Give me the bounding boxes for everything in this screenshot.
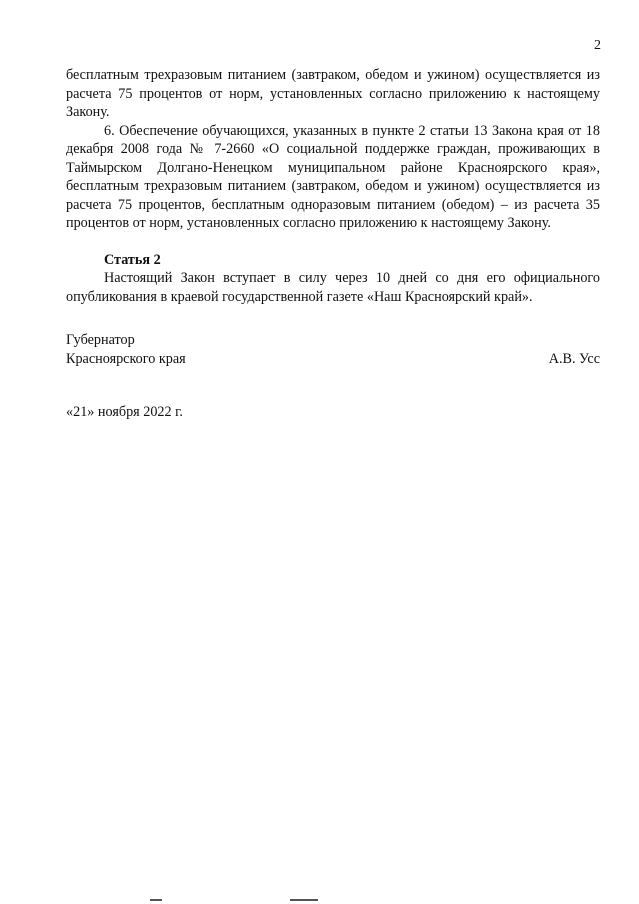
- document-body: [66, 66, 600, 306]
- signatory-position-line1: Губернатор: [66, 332, 135, 348]
- article-2-title: Статья 2: [104, 251, 161, 268]
- paragraph-continuation: бесплатным трехразовым питанием (завтраком, обедом и ужином) осуществляется из расчета 75 процентов от норм, установленных согласно приложению к настоящему Закону.: [66, 67, 600, 120]
- paragraph-item-6: 6. Обеспечение обучающихся, указанных в пункте 2 статьи 13 Закона края от 18 декабря 2008 года № 7-2660 «О социальной поддержке граждан, проживающих в Таймырском Долгано-Ненецком муниципальном районе Красноярского края», бесплатным трехразовым питанием (завтраком, обедом и ужином) осуществляется из расчета 75 процентов, бесплатным одноразовым питанием (обедом) – из расчета 35 процентов от норм, установленных согласно приложению к настоящему Закону.: [66, 122, 600, 231]
- signatory-position-line2: Красноярского края: [66, 350, 186, 367]
- signing-date: «21» ноября 2022 г.: [66, 404, 183, 420]
- page-number: 2: [594, 38, 601, 53]
- signatory-name: А.В. Усс: [548, 350, 600, 367]
- scan-artifact: [150, 899, 162, 901]
- signature-block: [66, 331, 600, 368]
- scan-artifact: [290, 899, 318, 901]
- signature-row: [66, 350, 600, 369]
- article-2-text: Настоящий Закон вступает в силу через 10 дней со дня его официального опубликования в краевой государственной газете «Наш Красноярский край».: [66, 270, 600, 305]
